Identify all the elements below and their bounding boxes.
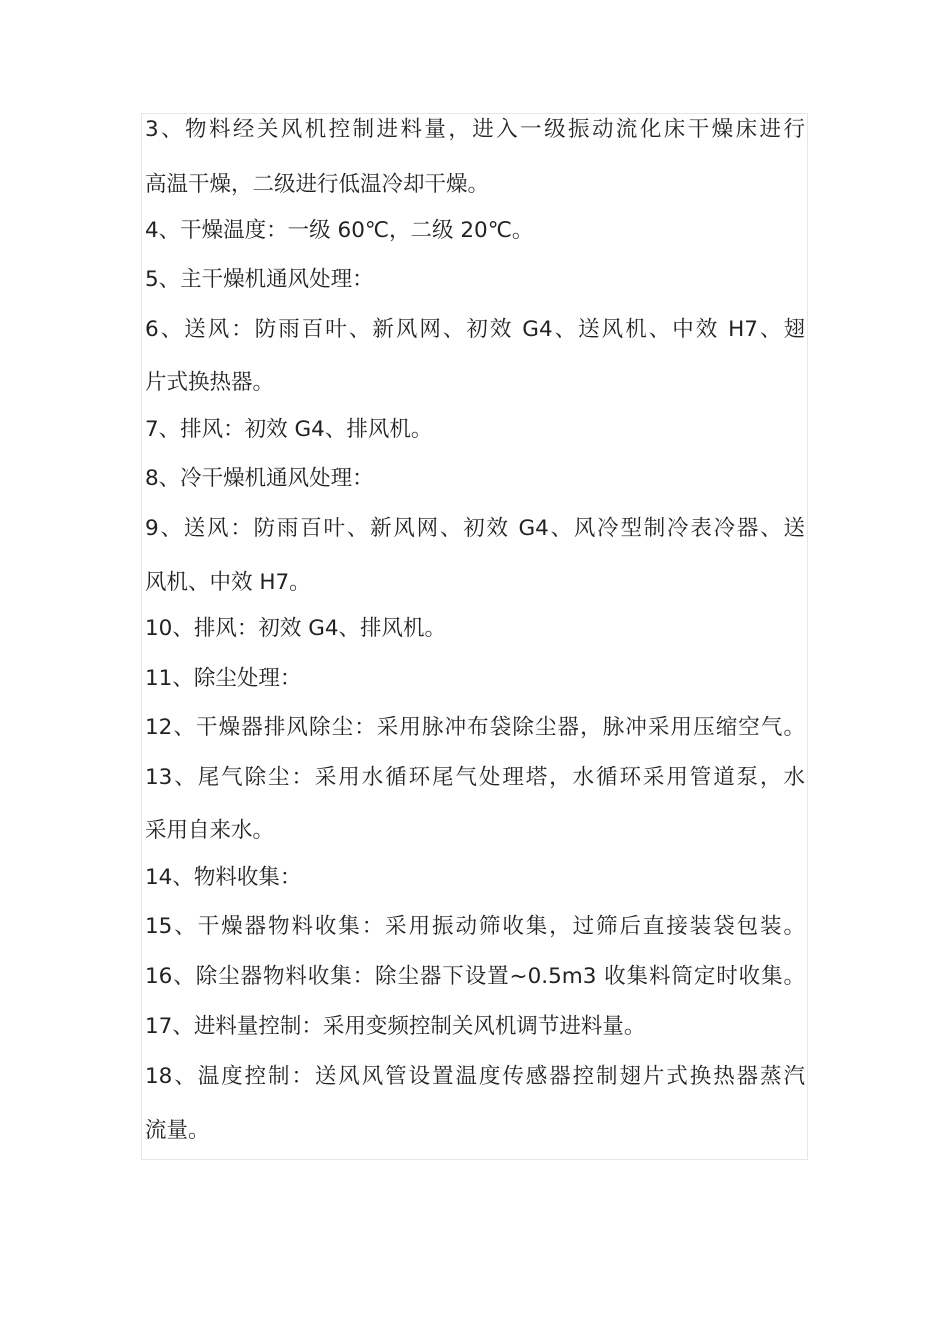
text-line: 11、除尘处理：: [145, 666, 302, 691]
text-line: 7、排风：初效 G4、排风机。: [145, 417, 433, 442]
text-line: 14、物料收集：: [145, 865, 302, 890]
text-line: 片式换热器。: [145, 370, 275, 395]
text-line: 3、物料经关风机控制进料量，进入一级振动流化床干燥床进行: [145, 117, 805, 142]
text-line: 采用自来水。: [145, 818, 275, 843]
text-line: 4、干燥温度：一级 60℃，二级 20℃。: [145, 218, 534, 243]
text-line: 高温干燥，二级进行低温冷却干燥。: [145, 172, 490, 197]
text-line: 5、主干燥机通风处理：: [145, 267, 374, 292]
text-line: 18、温度控制：送风风管设置温度传感器控制翅片式换热器蒸汽: [145, 1064, 805, 1089]
text-line: 16、除尘器物料收集：除尘器下设置~0.5m3 收集料筒定时收集。: [145, 964, 805, 989]
text-line: 10、排风：初效 G4、排风机。: [145, 616, 447, 641]
text-line: 13、尾气除尘：采用水循环尾气处理塔，水循环采用管道泵，水: [145, 765, 805, 790]
text-line: 9、送风：防雨百叶、新风网、初效 G4、风冷型制冷表冷器、送: [145, 516, 805, 541]
text-line: 17、进料量控制：采用变频控制关风机调节进料量。: [145, 1014, 646, 1039]
text-line: 8、冷干燥机通风处理：: [145, 466, 374, 491]
text-line: 风机、中效 H7。: [145, 570, 311, 595]
text-line: 6、送风：防雨百叶、新风网、初效 G4、送风机、中效 H7、翅: [145, 317, 805, 342]
text-line: 12、干燥器排风除尘：采用脉冲布袋除尘器，脉冲采用压缩空气。: [145, 715, 805, 740]
text-line: 15、干燥器物料收集：采用振动筛收集，过筛后直接装袋包装。: [145, 914, 805, 939]
text-line: 流量。: [145, 1118, 210, 1143]
